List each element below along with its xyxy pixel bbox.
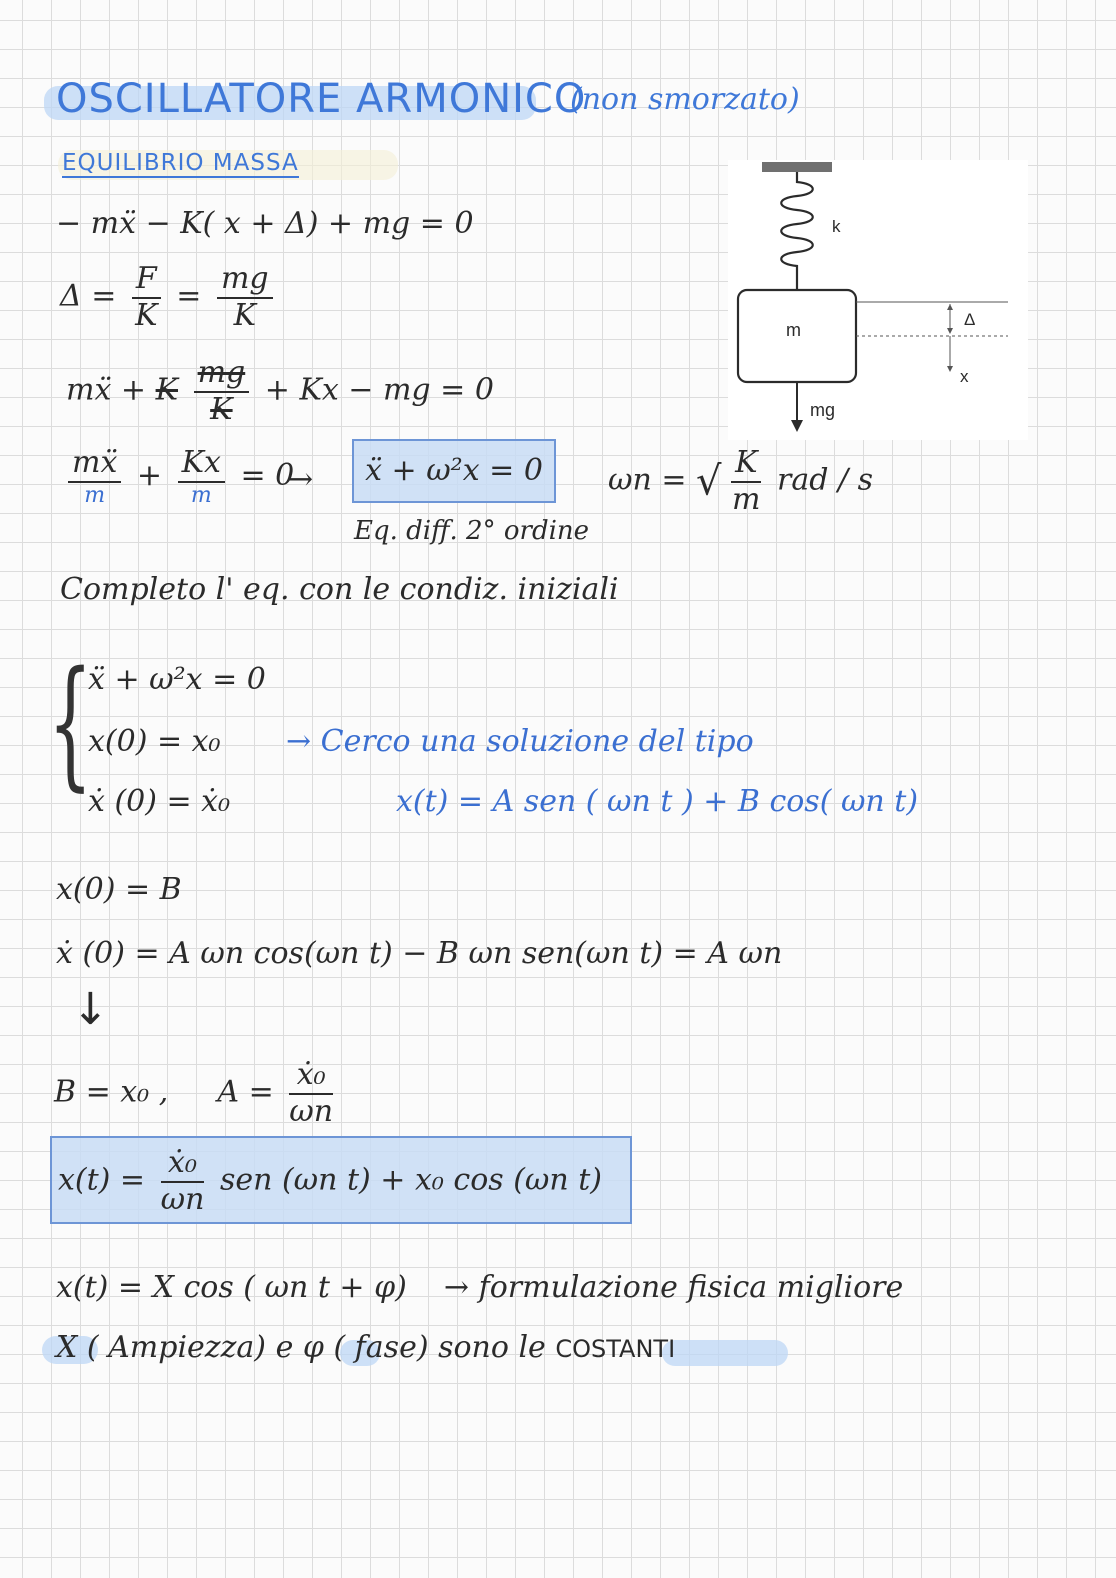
amplitude-symbol: X [56, 1330, 78, 1365]
phase-label: ( fase) [333, 1330, 429, 1365]
fraction-den: ωn [289, 1093, 334, 1129]
system-brace: { [48, 642, 93, 805]
solution-rest: sen (ωn t) + x₀ cos (ωn t) [219, 1162, 603, 1198]
fraction-den: K [210, 391, 233, 427]
fraction-num: mẍ [68, 446, 121, 483]
spring-constant-label: k [832, 217, 841, 236]
equation-label: Eq. diff. 2° ordine [354, 516, 590, 546]
physical-equation [56, 1270, 903, 1305]
ceiling-mount [762, 162, 832, 172]
x-arrowhead [947, 366, 953, 372]
fraction-mg-over-k [217, 262, 273, 333]
fraction-den: K [135, 297, 158, 333]
eq3-part-b: + Kx − mg = 0 [264, 372, 494, 408]
title-note: (non smorzato) [570, 82, 800, 117]
fraction-den: m [732, 481, 761, 517]
solution-lhs: x(t) = [58, 1162, 146, 1198]
eq4-zero: = 0 [240, 457, 295, 493]
system-line-2: x(0) = x₀ [88, 724, 221, 759]
seek-note: → Cerco una soluzione del tipo [286, 724, 754, 759]
section-heading: EQUILIBRIO MASSA [62, 150, 299, 176]
boxed-equation: ẍ + ω²x = 0 [352, 439, 556, 503]
fraction-mx-over-m [68, 446, 121, 508]
weight-label: mg [810, 400, 836, 420]
eq3-part-a: mẍ + [66, 372, 147, 408]
fraction-a [289, 1058, 333, 1129]
equation-balance: − mẍ − K( x + Δ) + mg = 0 [56, 206, 474, 241]
physical-note: formulazione fisica migliore [478, 1270, 904, 1305]
fraction-num: K [731, 446, 761, 483]
constant-b: B = x₀ , [54, 1074, 169, 1110]
equation-substitution [66, 356, 494, 427]
costanti-highlight [662, 1340, 788, 1366]
diagram-svg [728, 160, 1028, 440]
fraction-mg-over-k-struck [194, 356, 250, 427]
natural-frequency [608, 446, 873, 517]
fraction-k-over-m [731, 446, 761, 517]
fraction-den: m [190, 482, 212, 508]
system-line-1: ẍ + ω²x = 0 [88, 662, 266, 697]
and-word: e [275, 1330, 294, 1365]
struck-k: K [155, 372, 179, 408]
x-label: x [960, 367, 969, 386]
fraction-num: F [132, 262, 161, 299]
fraction-num: Kx [178, 446, 225, 483]
delta-eq: = [176, 278, 202, 314]
constants [54, 1058, 339, 1129]
constants-note [56, 1330, 675, 1365]
complete-note: Completo l' eq. con le condiz. iniziali [60, 572, 619, 607]
mass-label: m [786, 320, 801, 340]
system-line-3: ẋ (0) = ẋ₀ [88, 784, 231, 819]
physical-arrow: → [443, 1270, 470, 1305]
unit: rad / s [777, 462, 874, 498]
seek-form: x(t) = A sen ( ωn t ) + B cos( ωn t) [396, 784, 919, 819]
fraction-den: ωn [160, 1181, 205, 1217]
fraction-den: m [84, 482, 106, 508]
weight-arrowhead [791, 420, 803, 432]
equation-normalized [62, 446, 294, 508]
page-title: OSCILLATORE ARMONICO [56, 76, 587, 122]
omega-lhs: ωn = [608, 462, 687, 498]
equation-delta [60, 262, 279, 333]
spring [781, 172, 813, 290]
eq4-plus: + [136, 457, 163, 493]
costanti-word: COSTANTI [555, 1335, 676, 1363]
spring-mass-diagram [728, 160, 1028, 440]
xdot0-equation: ẋ (0) = A ωn cos(ωn t) − B ωn sen(ωn t) = A ωn [56, 936, 783, 971]
amplitude-label: ( Ampiezza) [86, 1330, 267, 1365]
x0-equation: x(0) = B [56, 872, 182, 907]
solution-equation [58, 1146, 602, 1217]
delta-label: Δ [964, 310, 976, 329]
fraction-num: mg [217, 262, 273, 299]
fraction-num: ẋ₀ [289, 1058, 333, 1095]
physical-eq: x(t) = X cos ( ωn t + φ) [56, 1270, 407, 1305]
fraction-num: ẋ₀ [161, 1146, 205, 1183]
fraction-f-over-k [132, 262, 161, 333]
constant-a-lhs: A = [217, 1074, 274, 1110]
fraction-solution [161, 1146, 205, 1217]
phase-symbol: φ [302, 1330, 324, 1365]
fraction-num: mg [194, 356, 250, 393]
sono-le: sono le [438, 1330, 546, 1365]
implies-arrow: → [288, 462, 314, 497]
sqrt-sign: √ [696, 458, 722, 505]
fraction-den: K [233, 297, 256, 333]
fraction-kx-over-m [178, 446, 225, 508]
down-arrow: ↓ [72, 984, 109, 1035]
delta-lhs: Δ = [60, 278, 117, 314]
